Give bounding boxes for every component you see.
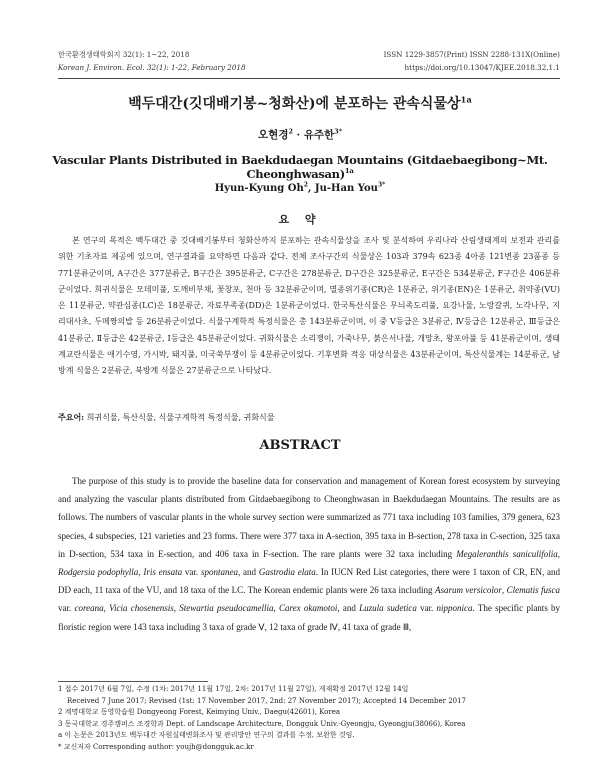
species-name: Luzula sudetica	[359, 603, 417, 614]
abstract-heading: ABSTRACT	[259, 438, 341, 453]
abstract-en-text: . The specific plants by floristic region were 143 taxa including 3 taxa of grade Ⅴ, 12 taxa of grade Ⅳ, 41 taxa of grade Ⅲ,	[58, 603, 561, 632]
footnote-note-a: a 이 논문은 2013년도 백두대간 자원실태변화조사 및 관리방안 연구의 결과를 수정, 보완한 것임.	[58, 731, 355, 740]
footnote-affiliation-3: 3 동국대학교 경주캠퍼스 조경학과 Dept. of Landscape Architecture, Dongguk Univ.-Gyeongju, Gyeongju(38066), Korea	[58, 719, 466, 728]
title-ko-text: 백두대간(깃대배기봉~청화산)에 분포하는 관속식물상	[128, 96, 461, 112]
species-name: Megaleranthis saniculifolia	[456, 548, 558, 559]
species-name: Rodgersia podophylla	[58, 567, 139, 578]
journal-citation-en: Korean J. Environ. Ecol. 32(1): 1-22, February 2018	[58, 63, 246, 72]
journal-header	[58, 48, 246, 74]
title-en-sup: 1a	[344, 167, 354, 176]
authors-en	[40, 183, 560, 194]
author-en-sep: ,	[307, 183, 315, 194]
doi-link[interactable]: https://doi.org/10.13047/KJEE.2018.32.1.1	[404, 63, 560, 72]
author-ko-2: 유주한	[303, 129, 335, 141]
abstract-en-text: var.	[182, 567, 201, 578]
abstract-en-text: . In IUCN Red List categories, there were 1 taxon of CR, EN, and DD each, 11 taxa of the VU, and 18 taxa of the LC. The Korean endemic plants were 26 taxa including	[58, 567, 561, 596]
abstract-en-text: ,	[273, 603, 279, 614]
abstract-en-text: ,	[557, 548, 560, 559]
footnote-rule	[58, 681, 208, 682]
species-name: Carex okamotoi	[278, 603, 338, 614]
species-name: Iris ensata	[143, 567, 183, 578]
species-name: Clematis fusca	[506, 585, 561, 596]
paper-title-ko	[40, 93, 560, 113]
keywords-label: 주요어:	[58, 412, 85, 422]
species-name: nipponica	[436, 603, 473, 614]
keywords-list: 희귀식물, 특산식물, 식물구계학적 특정식물, 귀화식물	[86, 413, 275, 422]
abstract-en-text: The purpose of this study is to provide the baseline data for conservation and management of Korean forest ecosystem by surveying and analyzing the vascular plants distributed from Gitdaebaegibong to Cheonghwasan in Baekdudaegan Mountains. The results are as follows. The numbers of vascular plants in the whole survey section were summarized as 771 taxa including 103 families, 379 genera, 623 species, 4 subspecies, 121 varieties and 23 forms. There were 377 taxa in A-section, 395 taxa in B-section, 278 taxa in C-section, 325 taxa in D-section, 534 taxa in E-section, and 406 taxa in F-section. The rare plants were 32 taxa including	[58, 476, 560, 559]
issn-header	[384, 48, 560, 74]
paper-title-en	[40, 153, 560, 181]
abstract-en-text: ,	[138, 567, 144, 578]
title-en-text: Vascular Plants Distributed in Baekdudaegan Mountains (Gitdaebaegibong~Mt. Cheonghwasan)	[52, 153, 548, 181]
footnote-received-en: Received 7 June 2017; Revised (1st: 17 November 2017, 2nd: 27 November 2017); Accepted 14 December 2017	[67, 696, 467, 705]
journal-citation-ko: 한국환경생태학회지 32(1): 1~22, 2018	[58, 50, 190, 59]
title-ko-sup: 1a	[460, 94, 472, 105]
author-ko-1: 오현경	[258, 129, 289, 141]
header-rule	[58, 78, 560, 79]
species-name: spontanea	[200, 567, 238, 578]
abstract-en-text: ,	[103, 603, 110, 614]
author-ko-2-sup: 3*	[334, 128, 342, 136]
species-name: Stewartia pseudocamellia	[179, 603, 274, 614]
abstract-en-text: var.	[58, 603, 75, 614]
footnotes	[58, 684, 560, 754]
footnote-received-ko: 1 접수 2017년 6월 7일, 수정 (1차: 2017년 11월 17일, 2차: 2017년 11월 27일), 게재확정 2017년 12월 14일	[58, 685, 409, 693]
abstract-en-text: var.	[416, 603, 437, 614]
author-ko-sep: ·	[292, 129, 304, 141]
footnote-affiliation-2: 2 계명대학교 동영학습원 Dongyeong Forest, Keimying Univ., Daegu(42601), Korea	[58, 708, 341, 717]
abstract-en-text: , and	[337, 603, 360, 614]
species-name: Asarum versicolor	[434, 585, 502, 596]
authors-ko	[40, 127, 560, 142]
author-en-2: Ju-Han You	[314, 183, 378, 194]
summary-heading-ko: 요 약	[278, 213, 322, 226]
author-ko-1-sup: 2	[288, 128, 293, 136]
species-name: Gastrodia elata	[258, 567, 316, 578]
species-name: coreana	[74, 603, 104, 614]
keywords	[58, 412, 560, 423]
abstract-en	[58, 472, 560, 636]
author-en-1-sup: 2	[303, 181, 308, 189]
author-en-2-sup: 3*	[377, 181, 386, 189]
footnote-corresponding: * 교신저자 Corresponding author: youjh@dongguk.ac.kr	[58, 742, 254, 751]
species-name: Vicia chosenensis	[109, 603, 174, 614]
issn: ISSN 1229-3857(Print) ISSN 2288-131X(Online)	[383, 50, 560, 59]
abstract-ko: 본 연구의 목적은 백두대간 중 깃대배기봉부터 청화산까지 분포하는 관속식물상을 조사 및 분석하여 우리나라 산림생태계의 보전과 관리를 위한 기초자료 제공에 있으며, 연구결과를 요약하면 다음과 같다. 전체 조사구간의 식물상은 103과 379속 623종 4아종 121변종 23품종 등 771분류군이며, A구간은 377분류군, B구간은 395분류군, C구간은 278분류군, D구간은 325분류군, E구간은 534분류군, F구간은 406분류군이었다. 희귀식물은 모데미풀, 도깨비부채, 꽃창포, 천마 등 32분류군이며, 멸종위기종(CR)은 1분류군, 위기종(EN)은 1분류군, 취약종(VU)은 11분류군, 약관심종(LC)은 18분류군, 자료부족종(DD)은 1분류군이었다. 한국특산식물은 무늬족도리풀, 요강나물, 노랑갈퀴, 노각나무, 지리대사초, 두메짱의밥 등 26분류군이었다. 식물구계학적 특정식물은 총 143분류군이며, 이 중 Ⅴ등급은 3분류군, Ⅳ등급은 12분류군, Ⅲ등급은 41분류군, Ⅱ등급은 42분류군, Ⅰ등급은 45분류군이었다. 귀화식물은 소리쟁이, 가죽나무, 붉은서나물, 개망초, 왕포아풀 등 41분류군이며, 생태계교란식물은 애기수영, 가시박, 돼지풀, 미국쑥부쟁이 등 4분류군이었다. 기후변화 적응 대상식물은 43분류군이며, 특산식물계는 14분류군, 남방계 식물은 2분류군, 북방계 식물은 27분류군으로 나타났다.	[58, 236, 560, 376]
abstract-en-text: , and	[237, 567, 259, 578]
abstract-en-text: ,	[501, 585, 507, 596]
author-en-1: Hyun-Kyung Oh	[214, 183, 304, 194]
abstract-en-text: ,	[173, 603, 180, 614]
